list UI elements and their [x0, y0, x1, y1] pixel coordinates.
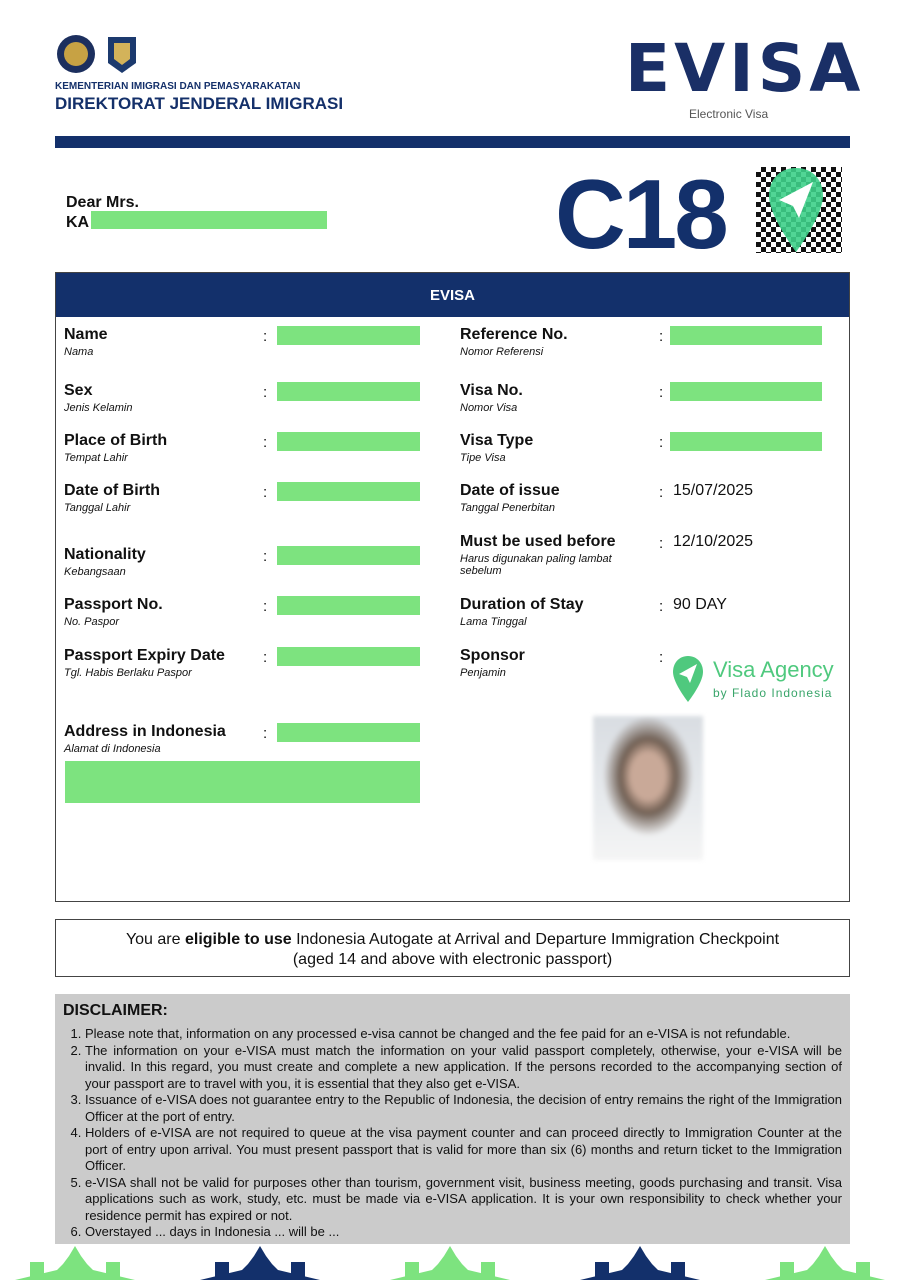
- field-label: [64, 326, 108, 358]
- label-id: Tanggal Lahir: [64, 502, 131, 514]
- autogate-bold: eligible to use: [184, 931, 292, 948]
- field-label: [64, 546, 146, 578]
- label-en: Date of Birth: [64, 482, 160, 499]
- field-label: [460, 533, 640, 577]
- disclaimer-item: 3. Issuance of e-VISA does not guarantee entry to the Republic of Indonesia, the decision of entry remains the right of the Immigration Officer at the port of entry.: [85, 1092, 842, 1125]
- header-divider: [55, 136, 850, 148]
- disclaimer-item: 2. The information on your e-VISA must match the information on your valid passport completely, otherwise, your e-VISA will be invalid. In this regard, you must create and complete a new application. If the persons recorded to the accompanying section of your passport are to travel with you, it is essential that they also get e-VISA.: [85, 1043, 842, 1093]
- colon: :: [659, 649, 664, 666]
- disclaimer-item: 6. Overstayed ... days in Indonesia ... will be ...: [85, 1224, 842, 1241]
- visa-code: C18: [555, 159, 726, 269]
- colon: :: [659, 484, 664, 501]
- label-en: Must be used before: [460, 533, 616, 550]
- evisa-panel: [55, 272, 850, 902]
- label-id: Tgl. Habis Berlaku Paspor: [64, 667, 192, 679]
- redacted-value: [277, 723, 420, 742]
- label-en: Passport No.: [64, 596, 163, 613]
- field-label: [460, 326, 640, 358]
- redacted-value: [277, 326, 420, 345]
- redacted-value: [670, 382, 822, 401]
- colon: :: [263, 328, 268, 345]
- label-en: Visa Type: [460, 432, 534, 449]
- field-value: 90 DAY: [673, 596, 727, 613]
- disclaimer-title: DISCLAIMER:: [63, 1002, 168, 1019]
- label-en: Passport Expiry Date: [64, 647, 225, 664]
- autogate-line2: (aged 14 and above with electronic passport): [292, 951, 613, 968]
- watermark-by: by Flado Indonesia: [713, 686, 833, 700]
- label-id: Tipe Visa: [460, 452, 506, 464]
- field-label: [64, 382, 132, 414]
- label-en: Visa No.: [460, 382, 523, 399]
- redacted-value: [277, 596, 420, 615]
- redacted-value: [670, 432, 822, 451]
- colon: :: [659, 328, 664, 345]
- label-id: Nomor Referensi: [460, 346, 544, 358]
- disclaimer-item: 4. Holders of e-VISA are not required to queue at the visa payment counter and can proceed directly to Immigration Counter at the port of entry upon arrival. You must present passport that is valid for more than six (6) months and return ticket to the Immigration Officer.: [85, 1125, 842, 1175]
- label-id: Nomor Visa: [460, 402, 518, 414]
- label-en: Nationality: [64, 546, 146, 563]
- colon: :: [659, 598, 664, 615]
- directorate-name: DIREKTORAT JENDERAL IMIGRASI: [55, 94, 344, 113]
- agency-pin-icon: [765, 166, 827, 254]
- autogate-post: Indonesia Autogate at Arrival and Departure Immigration Checkpoint: [291, 931, 780, 948]
- colon: :: [263, 484, 268, 501]
- label-id: Tanggal Penerbitan: [460, 502, 556, 514]
- temple-gate-decoration: [0, 1246, 905, 1280]
- label-id: Penjamin: [460, 667, 506, 679]
- disclaimer-item: 1. Please note that, information on any processed e-visa cannot be changed and the fee paid for an e-VISA is not refundable.: [85, 1026, 842, 1043]
- autogate-pre: You are: [125, 931, 185, 948]
- applicant-photo: [593, 716, 703, 860]
- field-label: [64, 596, 163, 628]
- label-en: Name: [64, 326, 108, 343]
- colon: :: [263, 649, 268, 666]
- temple-gate-pillar: [481, 1262, 495, 1280]
- field-label: [64, 482, 160, 514]
- colon: :: [263, 598, 268, 615]
- temple-gate-pillar: [106, 1262, 120, 1280]
- label-id: Harus digunakan paling lambat sebelum: [460, 553, 612, 577]
- label-id: Alamat di Indonesia: [64, 743, 161, 755]
- field-label: [460, 647, 640, 679]
- field-label: [64, 647, 225, 679]
- redacted-value: [277, 546, 420, 565]
- evisa-logo-subtitle: Electronic Visa: [689, 107, 769, 121]
- redacted-value: [277, 382, 420, 401]
- field-value: 15/07/2025: [673, 482, 754, 499]
- watermark-name: Visa Agency: [713, 657, 834, 682]
- label-id: Lama Tinggal: [460, 616, 527, 628]
- colon: :: [263, 725, 268, 742]
- label-en: Date of issue: [460, 482, 560, 499]
- label-id: No. Paspor: [64, 616, 120, 628]
- label-en: Sex: [64, 382, 93, 399]
- redacted-value: [277, 432, 420, 451]
- field-label: [460, 596, 640, 628]
- label-en: Sponsor: [460, 647, 525, 664]
- disclaimer-item: 5. e-VISA shall not be valid for purposes other than tourism, government visit, business meeting, goods purchasing and transit. Visa applications such as work, study, etc. must be made via e-VISA application. It is your own responsibility to check whether your residence permit has expired or not.: [85, 1175, 842, 1225]
- field-value: 12/10/2025: [673, 533, 754, 550]
- colon: :: [659, 535, 664, 552]
- colon: :: [263, 434, 268, 451]
- temple-gate-pillar: [595, 1262, 609, 1280]
- redacted-value: [277, 482, 420, 501]
- temple-gate-pillar: [405, 1262, 419, 1280]
- colon: :: [263, 548, 268, 565]
- government-emblems: [56, 33, 141, 75]
- ministry-name: KEMENTERIAN IMIGRASI DAN PEMASYARAKATAN: [55, 81, 301, 92]
- redacted-name: [91, 211, 327, 229]
- temple-gate-pillar: [856, 1262, 870, 1280]
- recipient-name: KA: [66, 214, 90, 231]
- salutation: Dear Mrs.: [66, 194, 139, 211]
- field-label: [64, 723, 226, 755]
- field-label: [460, 382, 640, 414]
- autogate-notice: [55, 919, 850, 977]
- field-label: [64, 432, 167, 464]
- temple-gate-pillar: [30, 1262, 44, 1280]
- disclaimer: [55, 994, 850, 1244]
- field-label: [460, 482, 640, 514]
- label-en: Duration of Stay: [460, 596, 584, 613]
- label-en: Place of Birth: [64, 432, 168, 449]
- label-id: Kebangsaan: [64, 566, 126, 578]
- label-en: Reference No.: [460, 326, 568, 343]
- redacted-address: [65, 761, 420, 803]
- colon: :: [659, 434, 664, 451]
- label-id: Nama: [64, 346, 94, 358]
- label-en: Address in Indonesia: [64, 723, 226, 740]
- temple-gate-pillar: [671, 1262, 685, 1280]
- evisa-logo: EVISA: [625, 30, 865, 107]
- visa-agency-logo-icon: [671, 655, 705, 703]
- temple-gate-pillar: [291, 1262, 305, 1280]
- redacted-value: [670, 326, 822, 345]
- label-id: Tempat Lahir: [64, 452, 128, 464]
- panel-title: EVISA: [56, 273, 849, 317]
- redacted-value: [277, 647, 420, 666]
- temple-gate-pillar: [780, 1262, 794, 1280]
- colon: :: [263, 384, 268, 401]
- temple-gate-pillar: [215, 1262, 229, 1280]
- colon: :: [659, 384, 664, 401]
- label-id: Jenis Kelamin: [64, 402, 133, 414]
- field-label: [460, 432, 640, 464]
